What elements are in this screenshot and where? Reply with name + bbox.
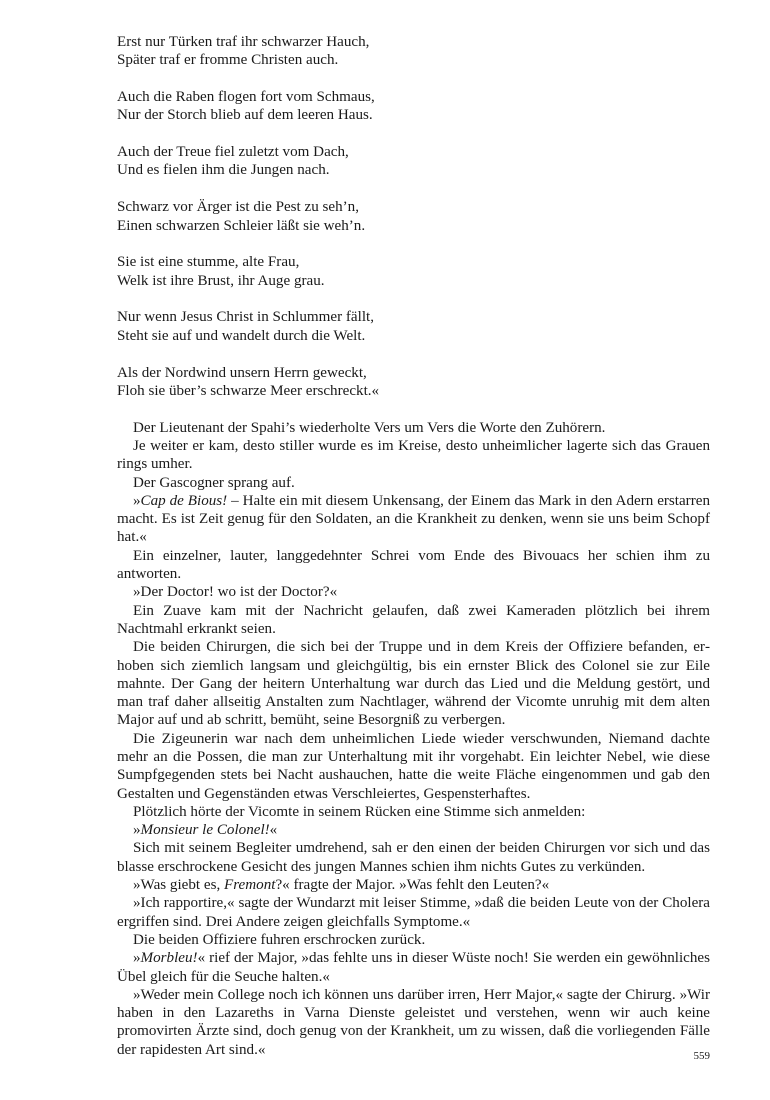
paragraph	[117, 602, 710, 639]
text-run: »	[133, 822, 141, 839]
italic-text: Monsieur le Colonel!	[140, 822, 270, 839]
poem-line: Welk ist ihre Brust, ihr Auge grau.	[117, 272, 325, 289]
poem-line: Steht sie auf und wandelt durch die Welt.	[117, 327, 366, 344]
text-run: «	[269, 822, 278, 839]
paragraph	[117, 730, 710, 803]
text-run: Ein einzelner, lauter, langgedehnter Schrei vom Ende des Bivouacs her schien ihm zu antworten.	[117, 547, 710, 583]
paragraph	[117, 492, 710, 547]
italic-text: Morbleu!	[140, 950, 198, 967]
text-run: »	[133, 950, 141, 967]
poem-line: Einen schwarzen Schleier läßt sie weh’n.	[117, 217, 366, 234]
poem-line: Auch der Treue fiel zuletzt vom Dach,	[117, 144, 349, 161]
paragraph	[117, 931, 710, 949]
poem-stanza	[117, 253, 710, 290]
text-run: Sich mit seinem Begleiter umdrehend, sah er den einen der beiden Chirurgen vor sich und das blasse erschrockene Gesicht des jungen Mannes schien ihm nichts Gutes zu verkünden.	[117, 840, 710, 875]
paragraph	[117, 419, 710, 437]
poem-line: Schwarz vor Ärger ist die Pest zu seh’n,	[117, 199, 360, 216]
paragraph	[117, 839, 710, 876]
poem-line: Später traf er fromme Christen auch.	[117, 52, 339, 69]
text-run: Die beiden Chirurgen, die sich bei der Truppe und in dem Kreis der Offiziere befanden, erhoben sich ziemlich langsam und gleichgültig, bis ein ernster Blick des Colonel sie zur Eile mahnte. Der Gang der heitern Unterhaltung war durch das Lied und die Meldung gestört, und man traf daher allseitig Anstalten zum Nachtlager, während der Vicomte unruhig mit dem alten Major auf und ab schritt, bemüht, seine Besorgniß zu verbergen.	[117, 639, 710, 729]
text-run: Der Lieutenant der Spahi’s wiederholte Vers um Vers die Worte den Zuhörern.	[133, 419, 606, 436]
poem-stanza	[117, 198, 710, 235]
text-run: Je weiter er kam, desto stiller wurde es im Kreise, desto unheimlicher lagerte sich das Grauen rings umher.	[117, 437, 710, 473]
italic-text: Fremont	[224, 877, 276, 894]
prose-text	[117, 419, 710, 1059]
poem-stanza	[117, 88, 710, 125]
text-run: »Ich rapportire,« sagte der Wundarzt mit leiser Stimme, »daß die beiden Leute von der Cholera ergriffen sind. Drei Andere zeigen gleichfalls Symptome.«	[117, 895, 710, 930]
text-run: Plötzlich hörte der Vicomte in seinem Rücken eine Stimme sich anmelden:	[133, 803, 586, 820]
poem-line: Und es fielen ihm die Jungen nach.	[117, 162, 330, 179]
poem	[117, 33, 710, 400]
paragraph	[117, 876, 710, 894]
text-run: »Der Doctor! wo ist der Doctor?«	[133, 584, 338, 601]
paragraph	[117, 949, 710, 986]
text-run: « rief der Major, »das fehlte uns in dieser Wüste noch! Sie werden ein gewöhnliches Übel gleich für die Seuche halten.«	[117, 950, 710, 985]
text-run: – Halte ein mit diesem Unkensang, der Einem das Mark in den Adern erstarren macht. Es ist Zeit genug für den Soldaten, an die Krankheit zu denken, wenn sie uns beim Schopf hat.«	[117, 492, 710, 546]
poem-line: Sie ist eine stumme, alte Frau,	[117, 254, 300, 271]
paragraph	[117, 821, 710, 839]
text-run: Die Zigeunerin war nach dem unheimlichen Liede wieder verschwunden, Niemand dachte mehr an die Possen, die man zur Unterhaltung mit ihr vorgehabt. Ein leichter Nebel, wie diese Sumpfgegenden stets bei Nacht aushauchen, hatte die weite Fläche eingenommen und gab den Gestalten und Gegenständen etwas Verschleiertes, Gespensterhaftes.	[117, 730, 710, 802]
paragraph	[117, 894, 710, 931]
text-run: »	[133, 492, 141, 509]
text-run: Die beiden Offiziere fuhren erschrocken zurück.	[133, 931, 426, 948]
page-number: 559	[693, 1050, 710, 1062]
text-run: ?« fragte der Major. »Was fehlt den Leuten?«	[275, 877, 550, 894]
poem-line: Nur der Storch blieb auf dem leeren Haus.	[117, 107, 373, 124]
text-run: Ein Zuave kam mit der Nachricht gelaufen, daß zwei Kameraden plötzlich bei ihrem Nachtmahl erkrankt seien.	[117, 602, 710, 637]
poem-line: Als der Nordwind unsern Herrn geweckt,	[117, 364, 367, 381]
paragraph	[117, 547, 710, 584]
page-body	[117, 33, 710, 1059]
poem-line: Floh sie über’s schwarze Meer erschreckt.«	[117, 382, 380, 399]
poem-stanza	[117, 308, 710, 345]
paragraph	[117, 986, 710, 1059]
poem-stanza	[117, 33, 710, 70]
poem-stanza	[117, 143, 710, 180]
paragraph	[117, 583, 710, 601]
paragraph	[117, 638, 710, 729]
text-run: »Weder mein College noch ich können uns darüber irren, Herr Major,« sagte der Chirurg. »Wir haben in den Lazareths in Varna Dienste geleistet und verstehen, wenn wir auch keine promovirten Ärzte sind, doch genug von der Krankheit, um zu wissen, daß die vorliegenden Fälle der rapidesten Art sind.«	[117, 986, 710, 1058]
italic-text: Cap de Bious!	[140, 492, 228, 509]
paragraph	[117, 437, 710, 474]
poem-line: Nur wenn Jesus Christ in Schlummer fällt,	[117, 309, 374, 326]
paragraph	[117, 803, 710, 821]
paragraph	[117, 474, 710, 492]
poem-line: Auch die Raben flogen fort vom Schmaus,	[117, 89, 375, 106]
text-run: Der Gascogner sprang auf.	[133, 474, 295, 491]
poem-stanza	[117, 364, 710, 401]
text-run: »Was giebt es,	[133, 877, 225, 894]
poem-line: Erst nur Türken traf ihr schwarzer Hauch,	[117, 34, 370, 50]
